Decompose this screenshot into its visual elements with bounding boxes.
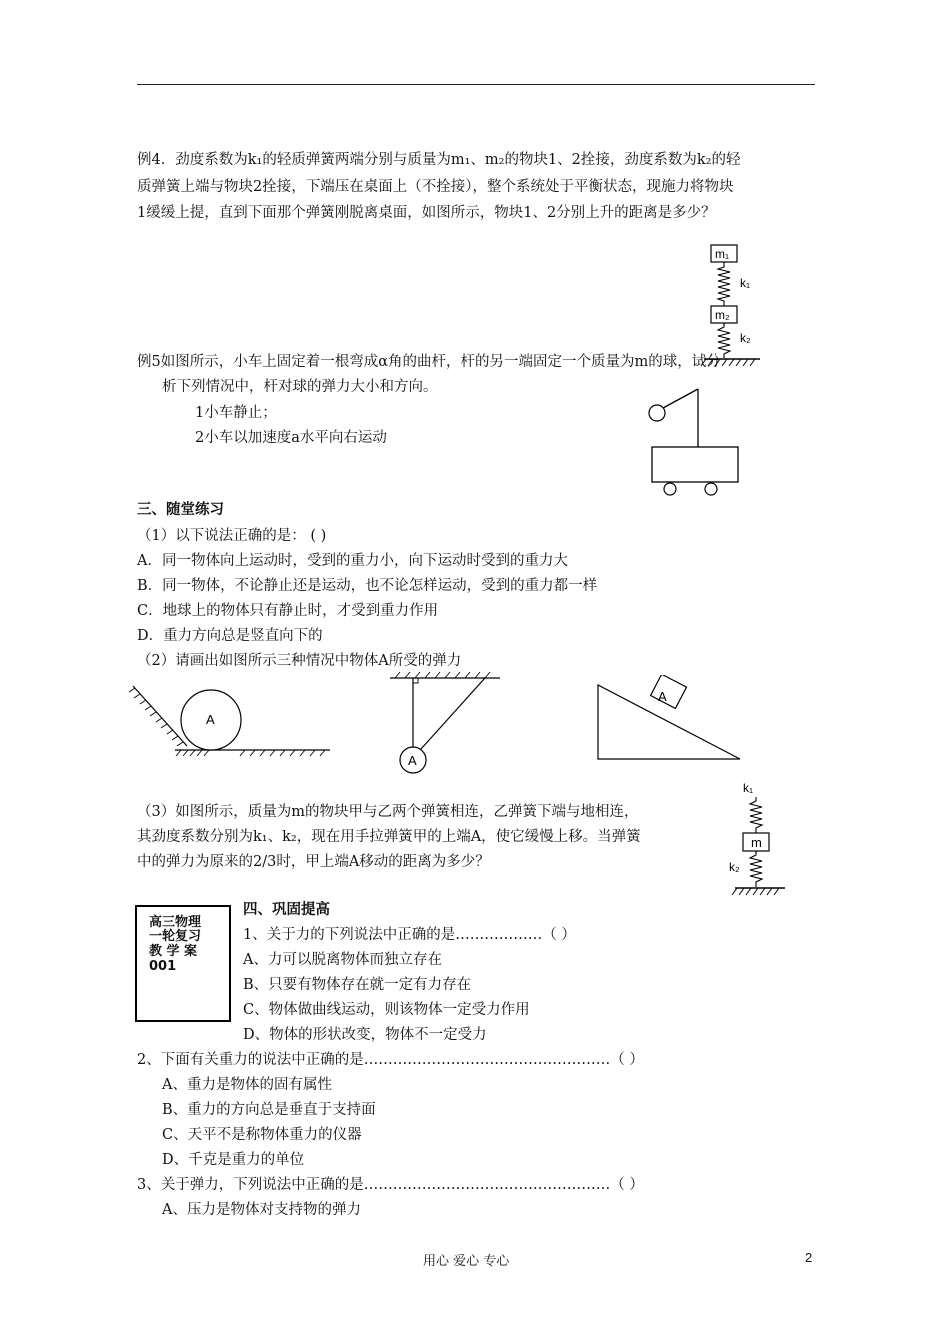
cart-body (652, 447, 738, 482)
section4-q1-option-d: D、物体的形状改变，物体不一定受力 (243, 1027, 487, 1043)
label-m1: m₁ (715, 247, 730, 261)
label-m: m (751, 835, 762, 850)
example4-line1: 例4．劲度系数为k₁的轻质弹簧两端分别与质量为m₁、m₂的物块1、2拴接，劲度系数为k₂的轻 (137, 152, 741, 168)
page-number: 2 (805, 1250, 813, 1265)
header-rule (137, 84, 815, 85)
section3-q1-option-a: A．同一物体向上运动时，受到的重力小，向下运动时受到的重力大 (137, 553, 568, 569)
label-k2: k₂ (729, 860, 740, 874)
section4-q1-option-c: C、物体做曲线运动，则该物体一定受力作用 (243, 1002, 530, 1018)
block-incline-figure (590, 675, 750, 765)
section3-title: 三、随堂练习 (137, 502, 224, 518)
section4-q1: 1、关于力的下列说法中正确的是………………（ ） (243, 927, 576, 943)
section3-q1-option-b: B．同一物体，不论静止还是运动，也不论怎样运动，受到的重力都一样 (137, 578, 598, 594)
box-line3: 教 学 案 (149, 944, 198, 959)
section3-q2: （2）请画出如图所示三种情况中物体A所受的弹力 (137, 653, 462, 669)
section4-q1-option-b: B、只要有物体存在就一定有力存在 (243, 977, 472, 993)
example5-line2: 析下列情况中，杆对球的弹力大小和方向。 (162, 379, 438, 395)
label-k1: k₁ (743, 781, 754, 795)
cart-wheel-left (664, 483, 676, 495)
example4-line3: 1缓缓上提，直到下面那个弹簧刚脱离桌面，如图所示，物块1、2分别上升的距离是多少？ (137, 205, 716, 221)
bent-rod (663, 389, 698, 408)
section3-q1-option-d: D．重力方向总是竖直向下的 (137, 628, 323, 644)
label-m2: m₂ (715, 308, 730, 322)
label-a3: A (658, 689, 667, 704)
string (421, 678, 485, 749)
ball-corner-figure (125, 680, 340, 760)
section4-q2-option-a: A、重力是物体的固有属性 (162, 1077, 332, 1093)
box-line4: 001 (149, 959, 177, 974)
ball (649, 405, 665, 421)
section4-q3: 3、关于弹力，下列说法中正确的是……………………………………………（ ） (137, 1177, 644, 1193)
label-k1: k₁ (740, 276, 751, 290)
section3-q1: （1）以下说法正确的是： ( ) (137, 528, 327, 544)
section3-q3-line3: 中的弹力为原来的2/3时，甲上端A移动的距离为多少？ (137, 854, 490, 870)
example5-item1: 1小车静止； (195, 405, 277, 421)
label-a2: A (408, 753, 417, 768)
section4-q2-option-b: B、重力的方向总是垂直于支持面 (162, 1102, 376, 1118)
hanging-ball-figure (385, 670, 505, 780)
section3-q1-option-c: C．地球上的物体只有静止时，才受到重力作用 (137, 603, 439, 619)
spring-bottom (750, 851, 762, 887)
cart-rod-figure (640, 385, 750, 500)
incline-wall (133, 686, 187, 746)
section4-q1-option-a: A、力可以脱离物体而独立存在 (243, 952, 442, 968)
example5-item2: 2小车以加速度a水平向右运动 (195, 430, 387, 446)
section4-q2: 2、下面有关重力的说法中正确的是……………………………………………（ ） (137, 1052, 644, 1068)
spring-k1 (718, 262, 730, 306)
section4-q2-option-d: D、千克是重力的单位 (162, 1152, 305, 1168)
label-k2: k₂ (740, 331, 751, 345)
label-a1: A (206, 712, 215, 727)
section4-title: 四、巩固提高 (243, 902, 330, 918)
spring-mass-figure-2 (725, 775, 795, 905)
footer-text: 用心 爱心 专心 (423, 1254, 510, 1269)
spring-top (750, 797, 762, 833)
course-label-box (135, 905, 231, 1022)
section3-q3-line2: 其劲度系数分别为k₁、k₂，现在用手拉弹簧甲的上端A，使它缓慢上移。当弹簧 (137, 829, 641, 845)
cart-wheel-right (705, 483, 717, 495)
example5-line1: 例5如图所示，小车上固定着一根弯成α角的曲杆，杆的另一端固定一个质量为m的球，试分 (137, 354, 721, 370)
section3-q3-line1: （3）如图所示，质量为m的物块甲与乙两个弹簧相连，乙弹簧下端与地相连， (137, 804, 639, 820)
box-line1: 高三物理 (149, 915, 202, 930)
section4-q2-option-c: C、天平不是称物体重力的仪器 (162, 1127, 362, 1143)
section4-q3-option-a: A、压力是物体对支持物的弹力 (162, 1202, 361, 1218)
example4-line2: 质弹簧上端与物块2拴接，下端压在桌面上（不拴接），整个系统处于平衡状态，现施力将物块 (137, 179, 734, 195)
box-line2: 一轮复习 (149, 929, 202, 944)
block-a (651, 675, 687, 708)
